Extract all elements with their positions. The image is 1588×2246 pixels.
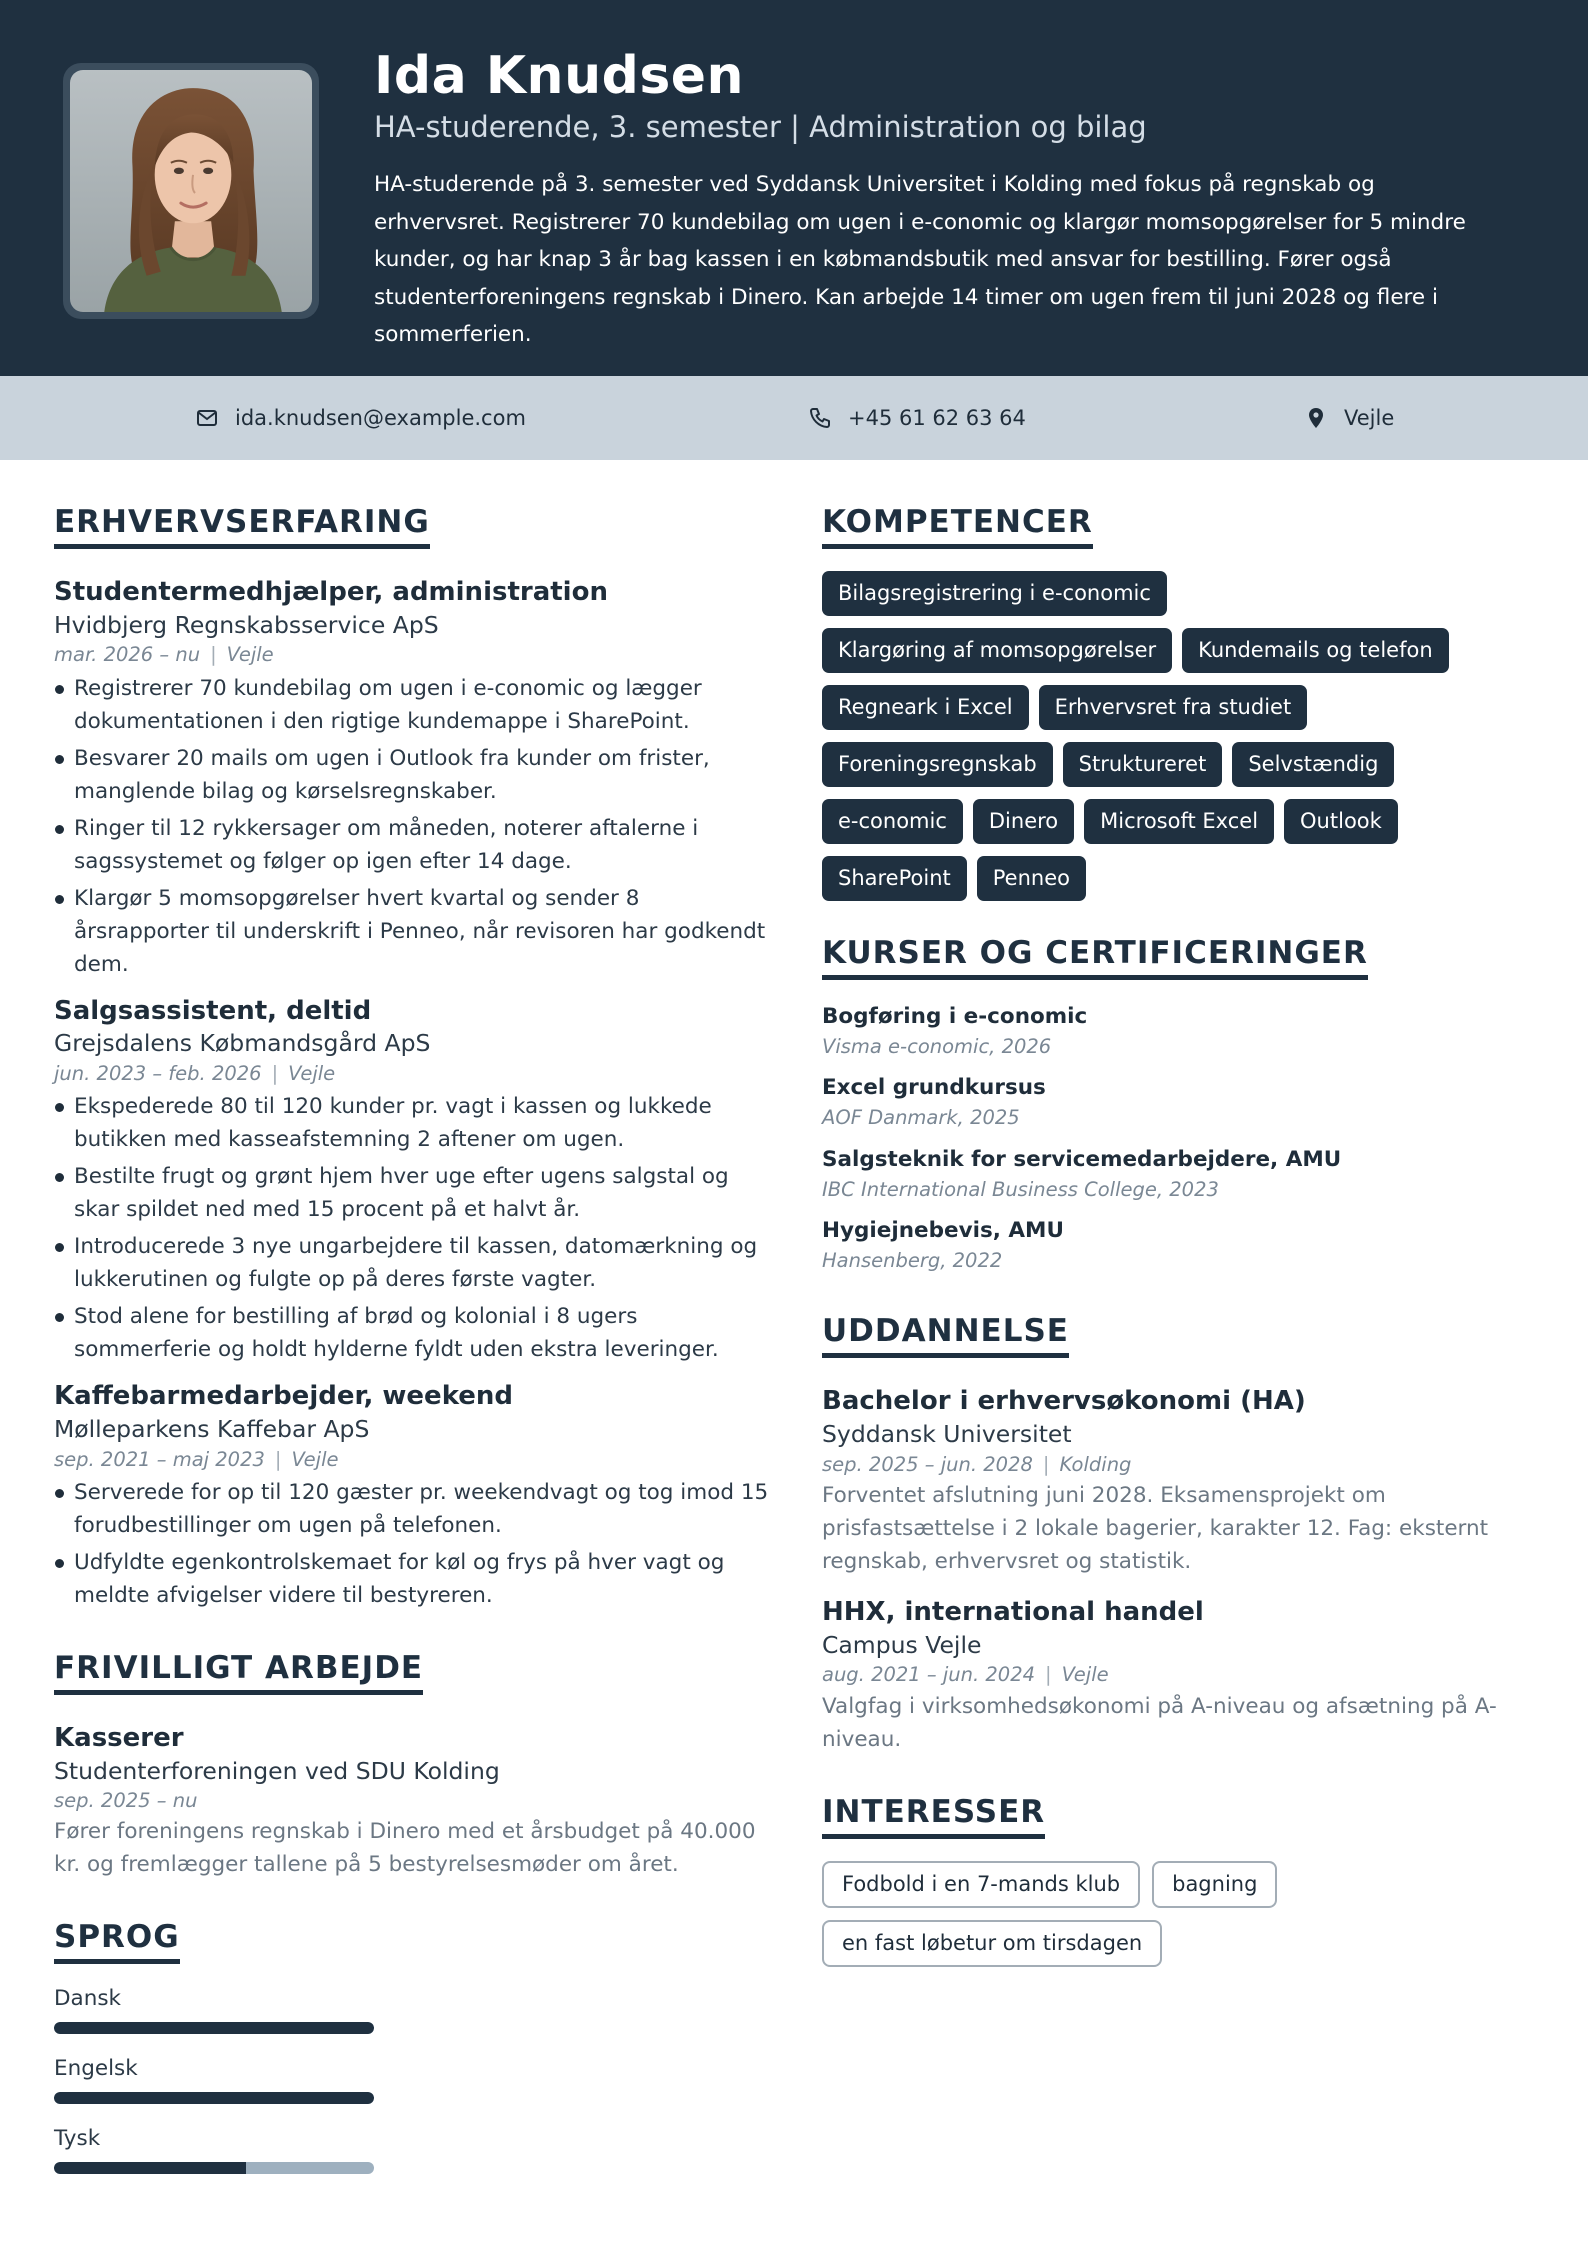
job-bullet: Stod alene for bestilling af brød og kolonial i 8 ugers sommerferie og holdt hylderne fyldt uden ekstra leveringer. [54,1300,774,1366]
volunteer-description: Fører foreningens regnskab i Dinero med et årsbudget på 40.000 kr. og fremlægger tallene på 5 bestyrelsesmøder om året. [54,1819,756,1878]
education-description: Forventet afslutning juni 2028. Eksamensprojekt om prisfastsættelse i 2 lokale bagerier, karakter 12. Fag: eksternt regnskab, erhvervsret og statistik. [822,1482,1489,1574]
course-name: Salgsteknik for servicemedarbejdere, AMU [822,1146,1342,1172]
interest-chip: bagning [1152,1861,1277,1908]
section-title-courses: KURSER OG CERTIFICERINGER [822,935,1368,980]
job-location: Vejle [226,643,274,667]
education-item [822,1596,1522,1756]
language-level-bar [54,2022,374,2034]
job-bullet: Klargør 5 momsopgørelser hvert kvartal og sender 8 årsrapporter til underskrift i Penneo, når revisoren har godkendt dem. [54,882,774,981]
job-title: Studentermedhjælper, administration [54,577,608,607]
course-name: Excel grundkursus [822,1075,1046,1101]
email-text[interactable]: ida.knudsen@example.com [235,406,526,430]
experience-item [54,1380,774,1612]
skills-list [822,571,1522,901]
meta-separator: | [210,643,217,667]
volunteer-dates: sep. 2025 – nu [54,1789,198,1813]
interest-chip: en fast løbetur om tirsdagen [822,1920,1162,1967]
education-degree: HHX, international handel [822,1596,1204,1627]
language-item [54,1986,774,2034]
skill-chip: Foreningsregnskab [822,742,1053,787]
contact-phone[interactable] [808,376,1026,460]
location-text: Vejle [1344,406,1395,430]
section-title-volunteer: FRIVILLIGT ARBEJDE [54,1650,423,1695]
job-bullet: Udfyldte egenkontrolskemaet for køl og frys på hver vagt og meldte afvigelser videre til bestyreren. [54,1546,774,1612]
skill-chip: Erhvervsret fra studiet [1039,685,1308,730]
right-column [822,460,1522,1967]
education-location: Kolding [1059,1452,1132,1476]
job-meta [54,640,774,669]
job-bullet: Besvarer 20 mails om ugen i Outlook fra kunder om frister, manglende bilag og kørselsregnskaber. [54,742,774,808]
profile-photo [70,70,312,312]
skill-chip: Microsoft Excel [1084,799,1274,844]
skill-chip: Regneark i Excel [822,685,1029,730]
education-dates: aug. 2021 – jun. 2024 [822,1663,1036,1687]
left-column [54,460,774,2174]
job-bullet: Registrerer 70 kundebilag om ugen i e-conomic og lægger dokumentationen i den rigtige kundemappe i SharePoint. [54,672,774,738]
language-name: Tysk [54,2125,101,2151]
course-meta: Hansenberg, 2022 [822,1249,1003,1273]
experience-item [54,576,774,981]
skill-chip: Outlook [1284,799,1398,844]
job-bullets [54,1090,774,1366]
course-item [822,1073,1522,1132]
volunteer-org: Studenterforeningen ved SDU Kolding [54,1756,500,1785]
section-title-skills: KOMPETENCER [822,504,1093,549]
meta-separator: | [271,1061,279,1085]
contact-email[interactable] [195,376,526,460]
language-level-bar [54,2162,374,2174]
phone-text[interactable]: +45 61 62 63 64 [848,406,1026,430]
meta-separator: | [1042,1452,1050,1476]
language-item [54,2056,774,2104]
section-title-experience: ERHVERVSERFARING [54,504,430,549]
job-dates: mar. 2026 – nu [54,643,201,667]
course-name: Bogføring i e-conomic [822,1004,1088,1029]
job-meta [54,1445,774,1474]
job-bullet: Introducerede 3 nye ungarbejdere til kassen, datomærkning og lukkerutinen og fulgte op på deres første vagter. [54,1230,774,1296]
language-list [54,1986,774,2173]
language-item [54,2126,774,2174]
experience-item [54,995,774,1367]
education-institution: Syddansk Universitet [822,1420,1072,1449]
job-company: Grejsdalens Købmandsgård ApS [54,1029,431,1058]
course-meta: IBC International Business College, 2023 [822,1177,1219,1201]
profile-summary: HA-studerende på 3. semester ved Syddansk Universitet i Kolding med fokus på regnskab og erhvervsret. Registrerer 70 kundebilag om ugen i e-conomic og klargør momsopgørelser for 5 mindre kunder, og har knap 3 år bag kassen i en købmandsbutik med ansvar for bestilling. Fører også studenterforeningens regnskab i Dinero. Kan arbejde 14 timer om ugen frem til juni 2028 og flere i sommerferien. [374,172,1466,347]
candidate-name: Ida Knudsen [374,46,745,106]
job-dates: jun. 2023 – feb. 2026 [54,1061,262,1085]
course-item [822,1216,1522,1275]
job-bullets [54,672,774,981]
skill-chip: Kundemails og telefon [1182,628,1449,673]
skill-chip: Penneo [977,856,1086,901]
job-bullet: Bestilte frugt og grønt hjem hver uge efter ugens salgstal og skar spildet ned med 15 procent på et halvt år. [54,1160,774,1226]
skill-chip: Struktureret [1063,742,1223,787]
meta-separator: | [274,1447,282,1471]
profile-photo-frame [63,63,319,319]
meta-separator: | [1045,1663,1052,1687]
course-name: Hygiejnebevis, AMU [822,1218,1064,1244]
header [0,0,1588,376]
phone-icon [808,406,832,430]
course-meta: AOF Danmark, 2025 [822,1106,1020,1130]
job-meta [54,1059,774,1088]
job-dates: sep. 2021 – maj 2023 [54,1447,265,1471]
skill-chip: SharePoint [822,856,967,901]
job-location: Vejle [288,1061,336,1085]
skill-chip: Klargøring af momsopgørelser [822,628,1172,673]
course-item [822,1145,1522,1204]
job-title: Kaffebarmedarbejder, weekend [54,1381,514,1412]
section-title-education: UDDANNELSE [822,1313,1069,1358]
job-bullet: Ekspederede 80 til 120 kunder pr. vagt i kassen og lukkede butikken med kasseafstemning 2 aftener om ugen. [54,1090,774,1156]
section-title-interests: INTERESSER [822,1794,1045,1839]
volunteer-item [54,1722,774,1882]
skill-chip: Bilagsregistrering i e-conomic [822,571,1167,616]
job-bullets [54,1476,774,1612]
education-location: Vejle [1061,1663,1109,1687]
skill-chip: Dinero [973,799,1074,844]
language-level-fill [54,2162,246,2174]
interest-chip: Fodbold i en 7-mands klub [822,1861,1140,1908]
education-meta [822,1450,1522,1479]
job-bullet: Ringer til 12 rykkersager om måneden, noterer aftalerne i sagssystemet og følger op igen efter 14 dage. [54,812,774,878]
job-company: Mølleparkens Kaffebar ApS [54,1414,370,1443]
course-meta: Visma e-conomic, 2026 [822,1035,1052,1059]
education-degree: Bachelor i erhvervsøkonomi (HA) [822,1386,1306,1417]
contact-bar [0,376,1588,460]
language-name: Dansk [54,1986,122,2012]
language-level-fill [54,2022,374,2034]
skill-chip: Selvstændig [1232,742,1394,787]
course-item [822,1002,1522,1061]
mail-icon [195,406,219,430]
language-level-fill [54,2092,374,2104]
map-pin-icon [1304,406,1328,430]
job-bullet: Serverede for op til 120 gæster pr. weekendvagt og tog imod 15 forudbestillinger om ugen på telefonen. [54,1476,774,1542]
section-title-languages: SPROG [54,1919,180,1964]
headline: HA-studerende, 3. semester | Administration og bilag [374,110,1147,144]
skill-chip: e-conomic [822,799,963,844]
interests-list [822,1861,1522,1967]
job-location: Vejle [291,1447,339,1471]
job-title: Salgsassistent, deltid [54,995,372,1026]
language-name: Engelsk [54,2056,138,2082]
volunteer-role: Kasserer [54,1722,184,1753]
education-institution: Campus Vejle [822,1630,982,1659]
education-dates: sep. 2025 – jun. 2028 [822,1452,1033,1476]
education-meta [822,1660,1522,1689]
education-item [822,1385,1522,1578]
education-description: Valgfag i virksomhedsøkonomi på A-niveau og afsætning på A-niveau. [822,1693,1497,1752]
language-level-bar [54,2092,374,2104]
contact-location [1304,376,1394,460]
job-company: Hvidbjerg Regnskabsservice ApS [54,610,439,639]
